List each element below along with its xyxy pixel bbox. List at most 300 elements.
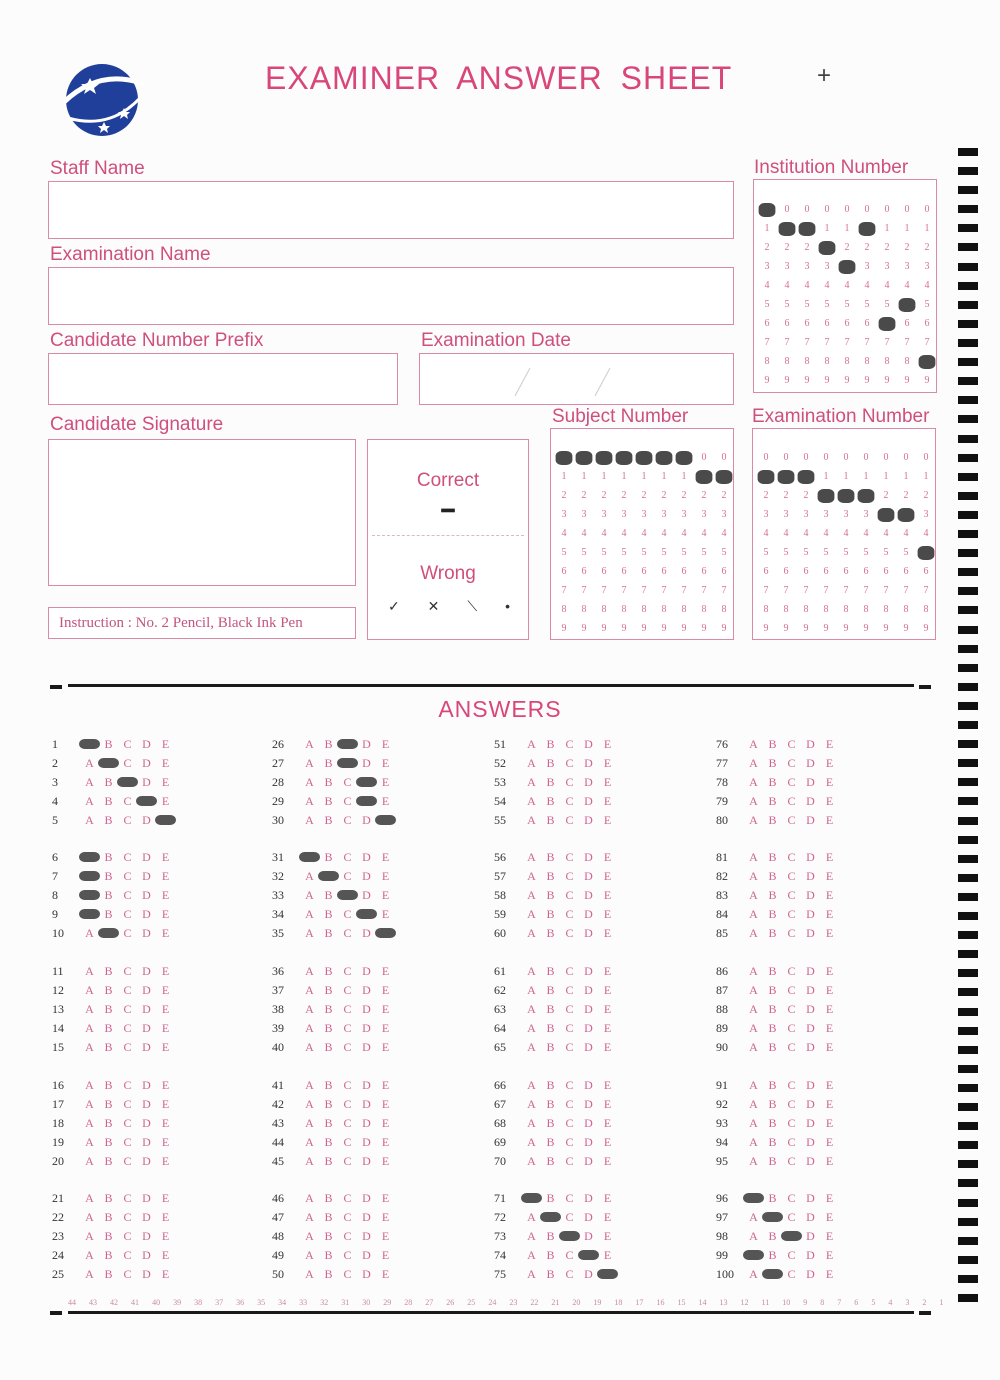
answer-bubble[interactable]: B <box>768 1247 777 1262</box>
answer-bubble[interactable]: B <box>546 963 555 978</box>
institution-bubble[interactable]: 2 <box>764 242 770 253</box>
answer-bubble[interactable]: B <box>324 1228 333 1243</box>
subject-bubble[interactable]: 8 <box>661 604 667 615</box>
answer-bubble[interactable]: E <box>603 812 612 827</box>
answer-bubble[interactable]: B <box>768 812 777 827</box>
answer-bubble[interactable]: A <box>749 925 758 940</box>
answer-bubble[interactable]: C <box>565 906 574 921</box>
answer-bubble[interactable]: A <box>521 1193 542 1203</box>
answer-bubble[interactable]: E <box>381 736 390 751</box>
answer-bubble[interactable]: E <box>825 774 834 789</box>
answer-bubble[interactable]: B <box>768 963 777 978</box>
answer-bubble[interactable]: C <box>787 1190 796 1205</box>
subject-bubble[interactable]: 2 <box>601 490 607 501</box>
answer-bubble[interactable]: C <box>343 793 352 808</box>
answer-bubble[interactable]: C <box>787 793 796 808</box>
answer-bubble[interactable]: C <box>787 1020 796 1035</box>
answer-bubble[interactable]: A <box>305 1190 314 1205</box>
answer-bubble[interactable]: B <box>104 1190 113 1205</box>
answer-bubble[interactable]: E <box>161 1115 170 1130</box>
examination-bubble[interactable]: 5 <box>783 547 789 558</box>
examination-bubble[interactable]: 5 <box>918 546 935 560</box>
answer-bubble[interactable]: C <box>123 1153 132 1168</box>
answer-bubble[interactable]: B <box>546 774 555 789</box>
answer-bubble[interactable]: A <box>305 1153 314 1168</box>
answer-bubble[interactable]: E <box>381 1001 390 1016</box>
subject-bubble[interactable]: 0 <box>701 452 707 463</box>
examination-bubble[interactable]: 6 <box>823 566 829 577</box>
answer-bubble[interactable]: A <box>749 1266 758 1281</box>
answer-bubble[interactable]: D <box>142 1228 151 1243</box>
answer-bubble[interactable]: A <box>749 736 758 751</box>
answer-bubble[interactable]: D <box>142 1039 151 1054</box>
answer-bubble[interactable]: C <box>787 1153 796 1168</box>
institution-bubble[interactable]: 8 <box>824 356 830 367</box>
answer-bubble[interactable]: A <box>527 1134 536 1149</box>
answer-bubble[interactable]: C <box>559 1231 580 1241</box>
answer-bubble[interactable]: C <box>123 1266 132 1281</box>
answer-bubble[interactable]: D <box>806 812 815 827</box>
institution-bubble[interactable]: 8 <box>884 356 890 367</box>
answer-bubble[interactable]: C <box>123 1001 132 1016</box>
examination-bubble[interactable]: 0 <box>903 452 909 463</box>
answer-bubble[interactable]: D <box>362 887 371 902</box>
subject-bubble[interactable]: 1 <box>681 471 687 482</box>
answer-bubble[interactable]: A <box>85 1115 94 1130</box>
institution-bubble[interactable]: 5 <box>764 299 770 310</box>
examination-bubble[interactable]: 6 <box>803 566 809 577</box>
answer-bubble[interactable]: D <box>142 812 151 827</box>
examination-bubble[interactable]: 2 <box>858 489 875 503</box>
answer-bubble[interactable]: D <box>584 849 593 864</box>
answer-bubble[interactable]: E <box>825 963 834 978</box>
examination-bubble[interactable]: 5 <box>863 547 869 558</box>
exam-date-field[interactable] <box>419 353 734 405</box>
answer-bubble[interactable]: B <box>546 906 555 921</box>
subject-bubble[interactable]: 9 <box>581 623 587 634</box>
answer-bubble[interactable]: B <box>768 982 777 997</box>
institution-bubble[interactable]: 4 <box>924 280 930 291</box>
answer-bubble[interactable]: B <box>768 906 777 921</box>
answer-bubble[interactable]: E <box>603 1039 612 1054</box>
answer-bubble[interactable]: A <box>527 1247 536 1262</box>
answer-bubble[interactable]: E <box>825 1228 834 1243</box>
examination-bubble[interactable]: 8 <box>863 604 869 615</box>
answer-bubble[interactable]: B <box>324 849 333 864</box>
institution-bubble[interactable]: 0 <box>824 204 830 215</box>
examination-bubble[interactable]: 4 <box>923 528 929 539</box>
answer-bubble[interactable]: E <box>603 793 612 808</box>
examination-bubble[interactable]: 9 <box>923 623 929 634</box>
answer-bubble[interactable]: E <box>825 925 834 940</box>
examination-bubble[interactable]: 7 <box>923 585 929 596</box>
answer-bubble[interactable]: E <box>825 793 834 808</box>
subject-bubble[interactable]: 6 <box>601 566 607 577</box>
answer-bubble[interactable]: B <box>104 1115 113 1130</box>
examination-bubble[interactable]: 4 <box>843 528 849 539</box>
answer-bubble[interactable]: A <box>299 852 320 862</box>
examination-bubble[interactable]: 4 <box>763 528 769 539</box>
examination-bubble[interactable]: 0 <box>803 452 809 463</box>
institution-bubble[interactable]: 1 <box>904 223 910 234</box>
examination-number-grid[interactable] <box>752 428 936 640</box>
answer-bubble[interactable]: D <box>362 1190 371 1205</box>
institution-bubble[interactable]: 8 <box>864 356 870 367</box>
institution-bubble[interactable]: 1 <box>844 223 850 234</box>
answer-bubble[interactable]: E <box>381 1020 390 1035</box>
examination-bubble[interactable]: 6 <box>763 566 769 577</box>
answer-bubble[interactable]: A <box>749 1020 758 1035</box>
answer-bubble[interactable]: E <box>381 1077 390 1092</box>
subject-bubble[interactable]: 3 <box>721 509 727 520</box>
examination-bubble[interactable]: 1 <box>863 471 869 482</box>
answer-bubble[interactable]: D <box>806 1266 815 1281</box>
answer-bubble[interactable]: D <box>584 793 593 808</box>
examination-bubble[interactable]: 0 <box>923 452 929 463</box>
institution-bubble[interactable]: 8 <box>784 356 790 367</box>
subject-bubble[interactable]: 1 <box>601 471 607 482</box>
answer-bubble[interactable]: A <box>743 1250 764 1260</box>
subject-bubble[interactable]: 8 <box>701 604 707 615</box>
examination-bubble[interactable]: 0 <box>763 452 769 463</box>
answer-bubble[interactable]: E <box>825 755 834 770</box>
subject-bubble[interactable]: 0 <box>636 451 653 465</box>
institution-bubble[interactable]: 6 <box>904 318 910 329</box>
answer-bubble[interactable]: A <box>527 887 536 902</box>
subject-bubble[interactable]: 4 <box>661 528 667 539</box>
answer-bubble[interactable]: C <box>123 925 132 940</box>
answer-bubble[interactable]: A <box>85 1020 94 1035</box>
answer-bubble[interactable]: D <box>806 1153 815 1168</box>
answer-bubble[interactable]: A <box>527 1153 536 1168</box>
answer-bubble[interactable]: A <box>79 890 100 900</box>
subject-bubble[interactable]: 5 <box>621 547 627 558</box>
institution-bubble[interactable]: 8 <box>919 355 936 369</box>
answer-bubble[interactable]: B <box>104 887 113 902</box>
examination-bubble[interactable]: 1 <box>798 470 815 484</box>
answer-bubble[interactable]: E <box>825 1039 834 1054</box>
answer-bubble[interactable]: C <box>565 1209 574 1224</box>
answer-bubble[interactable]: C <box>787 755 796 770</box>
answer-bubble[interactable]: D <box>584 868 593 883</box>
answer-bubble[interactable]: E <box>603 774 612 789</box>
examination-bubble[interactable]: 1 <box>883 471 889 482</box>
subject-bubble[interactable]: 1 <box>581 471 587 482</box>
answer-bubble[interactable]: A <box>749 774 758 789</box>
answer-bubble[interactable]: D <box>142 1247 151 1262</box>
answer-bubble[interactable]: E <box>381 793 390 808</box>
answer-bubble[interactable]: D <box>806 1209 815 1224</box>
institution-bubble[interactable]: 4 <box>884 280 890 291</box>
subject-bubble[interactable]: 6 <box>661 566 667 577</box>
answer-bubble[interactable]: E <box>381 887 390 902</box>
answer-bubble[interactable]: A <box>749 963 758 978</box>
answer-bubble[interactable]: A <box>79 852 100 862</box>
answer-bubble[interactable]: A <box>527 774 536 789</box>
examination-bubble[interactable]: 3 <box>783 509 789 520</box>
examination-bubble[interactable]: 7 <box>783 585 789 596</box>
examination-bubble[interactable]: 4 <box>803 528 809 539</box>
answer-bubble[interactable]: E <box>603 755 612 770</box>
answer-bubble[interactable]: E <box>161 1039 170 1054</box>
answer-bubble[interactable]: C <box>343 1039 352 1054</box>
answer-bubble[interactable]: D <box>362 868 371 883</box>
subject-bubble[interactable]: 4 <box>581 528 587 539</box>
institution-bubble[interactable]: 4 <box>864 280 870 291</box>
answer-bubble[interactable]: E <box>603 1190 612 1205</box>
answer-bubble[interactable]: A <box>85 1134 94 1149</box>
answer-bubble[interactable]: E <box>161 925 170 940</box>
examination-bubble[interactable]: 8 <box>783 604 789 615</box>
institution-bubble[interactable]: 3 <box>824 261 830 272</box>
answer-bubble[interactable]: D <box>362 1209 371 1224</box>
institution-bubble[interactable]: 5 <box>864 299 870 310</box>
answer-bubble[interactable]: B <box>768 1153 777 1168</box>
examination-bubble[interactable]: 2 <box>838 489 855 503</box>
answer-bubble[interactable]: A <box>85 1190 94 1205</box>
examination-bubble[interactable]: 8 <box>823 604 829 615</box>
examination-bubble[interactable]: 3 <box>803 509 809 520</box>
staff-name-field[interactable] <box>48 181 734 239</box>
answer-bubble[interactable]: A <box>749 868 758 883</box>
answer-bubble[interactable]: C <box>565 812 574 827</box>
institution-bubble[interactable]: 7 <box>844 337 850 348</box>
answer-bubble[interactable]: B <box>546 1096 555 1111</box>
answer-bubble[interactable]: C <box>123 868 132 883</box>
answer-bubble[interactable]: C <box>787 868 796 883</box>
answer-bubble[interactable]: D <box>806 1001 815 1016</box>
subject-bubble[interactable]: 0 <box>556 451 573 465</box>
answer-bubble[interactable]: E <box>161 1077 170 1092</box>
answer-bubble[interactable]: C <box>565 1020 574 1035</box>
answer-bubble[interactable]: C <box>565 736 574 751</box>
answer-bubble[interactable]: D <box>806 1115 815 1130</box>
answer-bubble[interactable]: A <box>79 871 100 881</box>
answer-bubble[interactable]: D <box>356 796 377 806</box>
answer-bubble[interactable]: B <box>762 1269 783 1279</box>
answer-bubble[interactable]: E <box>825 736 834 751</box>
subject-bubble[interactable]: 3 <box>621 509 627 520</box>
examination-bubble[interactable]: 9 <box>883 623 889 634</box>
answer-bubble[interactable]: D <box>806 963 815 978</box>
answer-bubble[interactable]: A <box>305 1039 314 1054</box>
answer-bubble[interactable]: C <box>565 1266 574 1281</box>
answer-bubble[interactable]: D <box>142 1190 151 1205</box>
answer-bubble[interactable]: E <box>381 1228 390 1243</box>
answer-bubble[interactable]: C <box>343 1020 352 1035</box>
answer-bubble[interactable]: D <box>142 774 151 789</box>
answer-bubble[interactable]: B <box>546 1153 555 1168</box>
answer-bubble[interactable]: D <box>806 1077 815 1092</box>
answer-bubble[interactable]: C <box>787 1247 796 1262</box>
answer-bubble[interactable]: C <box>343 1115 352 1130</box>
answer-bubble[interactable]: C <box>123 736 132 751</box>
answer-bubble[interactable]: C <box>565 1096 574 1111</box>
answer-bubble[interactable]: C <box>565 1001 574 1016</box>
answer-bubble[interactable]: A <box>85 1001 94 1016</box>
answer-bubble[interactable]: D <box>142 868 151 883</box>
institution-bubble[interactable]: 3 <box>904 261 910 272</box>
answer-bubble[interactable]: C <box>123 1096 132 1111</box>
answer-bubble[interactable]: A <box>749 982 758 997</box>
examination-bubble[interactable]: 1 <box>903 471 909 482</box>
answer-bubble[interactable]: C <box>117 777 138 787</box>
examination-bubble[interactable]: 3 <box>863 509 869 520</box>
subject-bubble[interactable]: 0 <box>676 451 693 465</box>
answer-bubble[interactable]: B <box>546 887 555 902</box>
answer-bubble[interactable]: A <box>749 1115 758 1130</box>
answer-bubble[interactable]: D <box>362 812 371 827</box>
answer-bubble[interactable]: B <box>768 1020 777 1035</box>
examination-bubble[interactable]: 1 <box>923 471 929 482</box>
answer-bubble[interactable]: A <box>305 793 314 808</box>
subject-bubble[interactable]: 5 <box>561 547 567 558</box>
answer-bubble[interactable]: C <box>343 906 352 921</box>
answer-bubble[interactable]: B <box>546 1115 555 1130</box>
answer-bubble[interactable]: E <box>825 1077 834 1092</box>
answer-bubble[interactable]: B <box>546 925 555 940</box>
subject-bubble[interactable]: 1 <box>716 470 733 484</box>
institution-bubble[interactable]: 5 <box>804 299 810 310</box>
answer-bubble[interactable]: D <box>142 1077 151 1092</box>
examination-bubble[interactable]: 5 <box>823 547 829 558</box>
answer-bubble[interactable]: C <box>343 1228 352 1243</box>
answer-bubble[interactable]: A <box>85 1096 94 1111</box>
institution-bubble[interactable]: 0 <box>884 204 890 215</box>
answer-bubble[interactable]: D <box>584 1190 593 1205</box>
answer-bubble[interactable]: E <box>825 906 834 921</box>
answer-bubble[interactable]: E <box>381 982 390 997</box>
answer-bubble[interactable]: A <box>749 755 758 770</box>
answer-bubble[interactable]: E <box>161 887 170 902</box>
subject-bubble[interactable]: 3 <box>561 509 567 520</box>
institution-bubble[interactable]: 0 <box>864 204 870 215</box>
subject-bubble[interactable]: 6 <box>561 566 567 577</box>
answer-bubble[interactable]: C <box>123 1209 132 1224</box>
subject-bubble[interactable]: 7 <box>681 585 687 596</box>
answer-bubble[interactable]: D <box>584 774 593 789</box>
answer-bubble[interactable]: D <box>584 1115 593 1130</box>
institution-bubble[interactable]: 8 <box>844 356 850 367</box>
answer-bubble[interactable]: E <box>825 1190 834 1205</box>
answer-bubble[interactable]: C <box>123 812 132 827</box>
answer-bubble[interactable]: D <box>584 982 593 997</box>
subject-bubble[interactable]: 0 <box>596 451 613 465</box>
institution-bubble[interactable]: 2 <box>804 242 810 253</box>
answer-bubble[interactable]: A <box>85 1077 94 1092</box>
answer-bubble[interactable]: C <box>343 868 352 883</box>
institution-bubble[interactable]: 5 <box>784 299 790 310</box>
answer-bubble[interactable]: B <box>104 1096 113 1111</box>
institution-bubble[interactable]: 4 <box>904 280 910 291</box>
answer-bubble[interactable]: E <box>603 887 612 902</box>
examination-bubble[interactable]: 2 <box>818 489 835 503</box>
answer-bubble[interactable]: B <box>104 1209 113 1224</box>
answer-bubble[interactable]: E <box>603 736 612 751</box>
exam-name-field[interactable] <box>48 267 734 325</box>
answer-bubble[interactable]: C <box>787 1096 796 1111</box>
institution-bubble[interactable]: 3 <box>764 261 770 272</box>
answer-bubble[interactable]: C <box>343 1153 352 1168</box>
answer-bubble[interactable]: C <box>565 1077 574 1092</box>
subject-bubble[interactable]: 4 <box>561 528 567 539</box>
answer-bubble[interactable]: D <box>806 1096 815 1111</box>
answer-bubble[interactable]: D <box>806 982 815 997</box>
answer-bubble[interactable]: A <box>527 812 536 827</box>
answer-bubble[interactable]: B <box>540 1212 561 1222</box>
answer-bubble[interactable]: C <box>123 1228 132 1243</box>
candidate-signature-field[interactable] <box>48 439 356 586</box>
answer-bubble[interactable]: C <box>123 1190 132 1205</box>
examination-bubble[interactable]: 9 <box>863 623 869 634</box>
examination-bubble[interactable]: 4 <box>863 528 869 539</box>
answer-bubble[interactable]: C <box>787 1266 796 1281</box>
answer-bubble[interactable]: B <box>324 1190 333 1205</box>
answer-bubble[interactable]: B <box>324 887 333 902</box>
answer-bubble[interactable]: D <box>142 1266 151 1281</box>
institution-bubble[interactable]: 7 <box>884 337 890 348</box>
answer-bubble[interactable]: B <box>324 1134 333 1149</box>
institution-bubble[interactable]: 3 <box>784 261 790 272</box>
subject-bubble[interactable]: 2 <box>661 490 667 501</box>
answer-bubble[interactable]: D <box>362 1115 371 1130</box>
answer-bubble[interactable]: E <box>603 1153 612 1168</box>
institution-bubble[interactable]: 5 <box>899 298 916 312</box>
answer-bubble[interactable]: A <box>85 1039 94 1054</box>
subject-bubble[interactable]: 8 <box>681 604 687 615</box>
answer-bubble[interactable]: A <box>305 755 314 770</box>
subject-bubble[interactable]: 7 <box>641 585 647 596</box>
answer-bubble[interactable]: C <box>123 1115 132 1130</box>
answer-bubble[interactable]: B <box>324 1001 333 1016</box>
institution-bubble[interactable]: 8 <box>764 356 770 367</box>
answer-bubble[interactable]: B <box>768 1096 777 1111</box>
answer-bubble[interactable]: E <box>825 1001 834 1016</box>
answer-bubble[interactable]: C <box>343 1266 352 1281</box>
answer-bubble[interactable]: D <box>142 1001 151 1016</box>
answer-bubble[interactable]: B <box>768 1115 777 1130</box>
answer-bubble[interactable]: C <box>123 793 132 808</box>
examination-bubble[interactable]: 4 <box>823 528 829 539</box>
answer-bubble[interactable]: A <box>749 1039 758 1054</box>
answer-bubble[interactable]: E <box>375 928 396 938</box>
answer-bubble[interactable]: A <box>305 736 314 751</box>
answer-bubble[interactable]: E <box>161 906 170 921</box>
answer-bubble[interactable]: A <box>527 755 536 770</box>
subject-bubble[interactable]: 3 <box>601 509 607 520</box>
answer-bubble[interactable]: C <box>123 849 132 864</box>
subject-bubble[interactable]: 4 <box>701 528 707 539</box>
answer-bubble[interactable]: E <box>161 963 170 978</box>
answer-bubble[interactable]: B <box>104 1134 113 1149</box>
subject-bubble[interactable]: 2 <box>721 490 727 501</box>
answer-bubble[interactable]: A <box>749 812 758 827</box>
institution-bubble[interactable]: 6 <box>879 317 896 331</box>
subject-bubble[interactable]: 6 <box>721 566 727 577</box>
answer-bubble[interactable]: D <box>584 1134 593 1149</box>
answer-bubble[interactable]: A <box>305 1247 314 1262</box>
answer-bubble[interactable]: B <box>546 812 555 827</box>
answer-bubble[interactable]: D <box>584 812 593 827</box>
answer-bubble[interactable]: C <box>343 1190 352 1205</box>
answer-bubble[interactable]: A <box>85 812 94 827</box>
answer-bubble[interactable]: A <box>85 1209 94 1224</box>
answer-bubble[interactable]: B <box>104 1153 113 1168</box>
answer-bubble[interactable]: D <box>584 887 593 902</box>
answer-bubble[interactable]: C <box>565 963 574 978</box>
answer-bubble[interactable]: B <box>98 758 119 768</box>
answer-bubble[interactable]: D <box>362 925 371 940</box>
